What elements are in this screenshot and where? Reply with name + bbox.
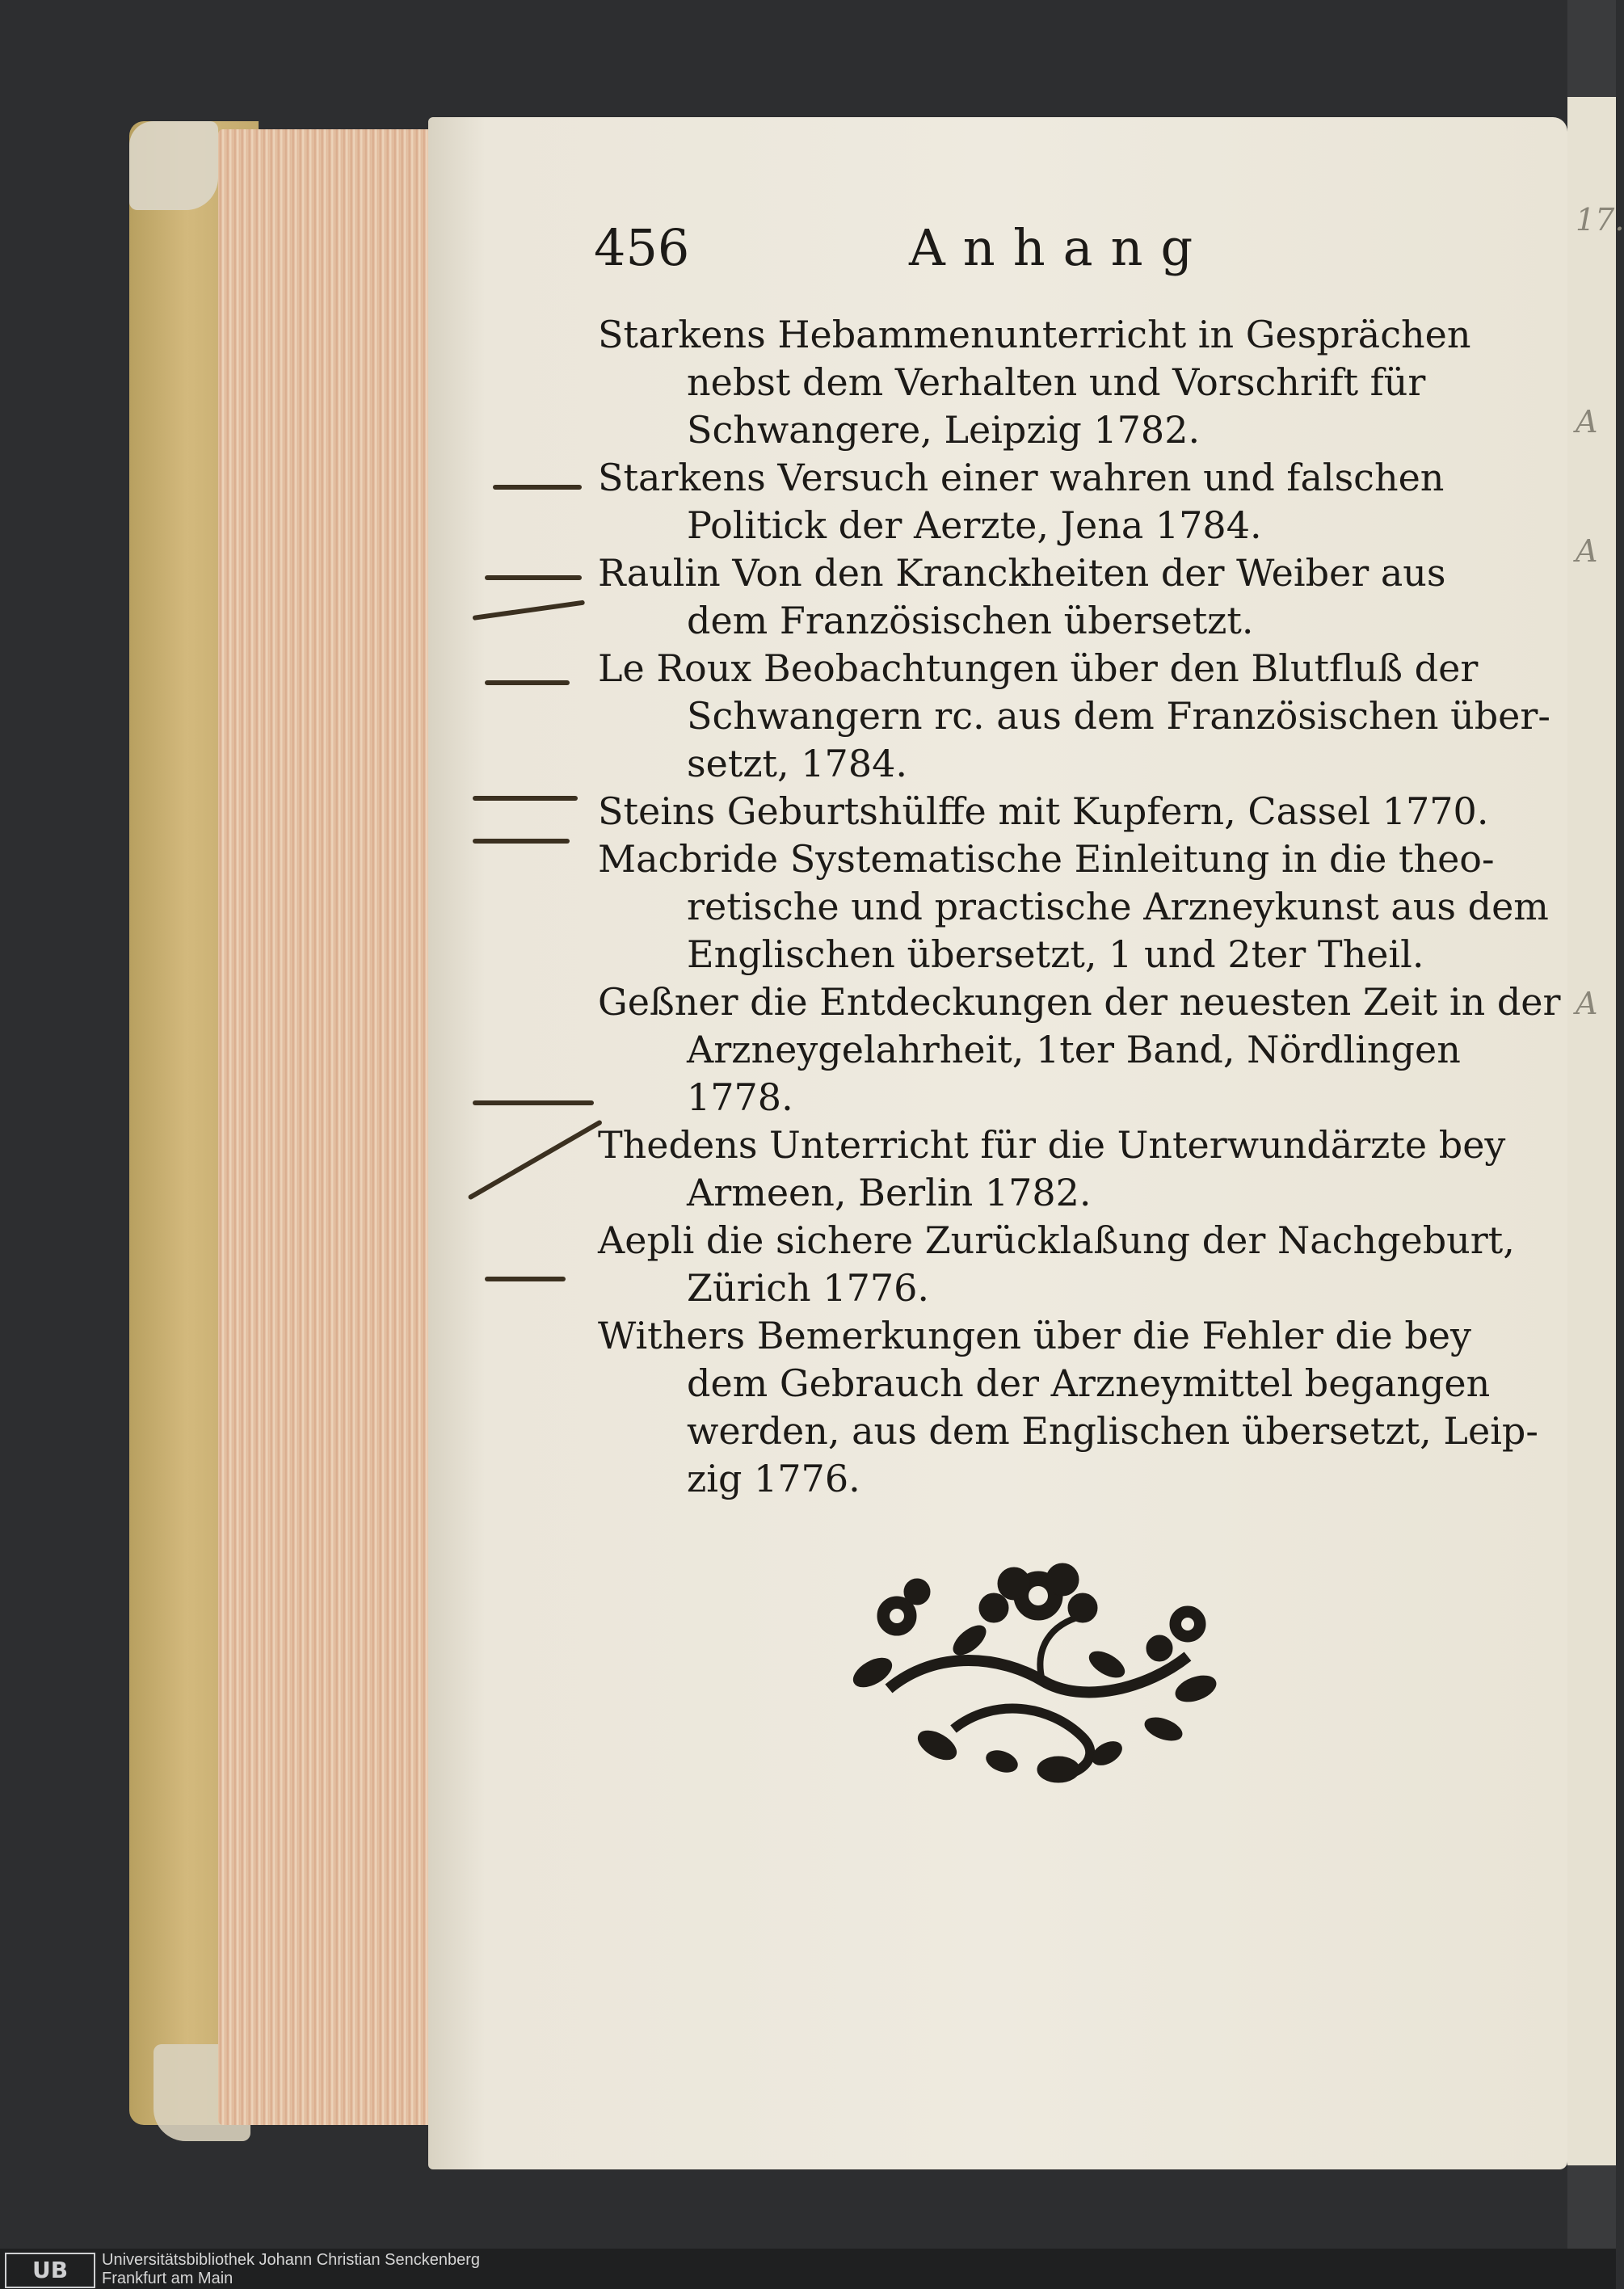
- entry-line: Thedens Unterricht für die Unterwundärzte bey: [598, 1123, 1506, 1167]
- margin-pen-mark: [485, 680, 570, 685]
- entry-line: 1778.: [687, 1075, 793, 1119]
- floral-vignette-ornament: [840, 1551, 1236, 1794]
- bibliography-entry: [598, 978, 1561, 1121]
- cover-wear-top: [129, 121, 218, 210]
- margin-pen-mark: [493, 485, 582, 490]
- entry-line: setzt, 1784.: [687, 742, 907, 785]
- entry-line: Politick der Aerzte, Jena 1784.: [687, 503, 1262, 547]
- margin-pen-mark: [485, 575, 582, 580]
- page-number: 456: [594, 218, 690, 277]
- bibliography-list: [598, 311, 1561, 1503]
- bibliography-entry: [598, 1121, 1506, 1217]
- entry-line: Starkens Hebammenunterricht in Gesprächen: [598, 313, 1471, 356]
- entry-line: Schwangern rc. aus dem Französischen über-: [687, 694, 1550, 738]
- running-head: Anhang: [909, 218, 1211, 277]
- entry-line: Englischen übersetzt, 1 und 2ter Theil.: [687, 932, 1424, 976]
- library-logo: UB: [5, 2253, 95, 2288]
- margin-pen-mark: [473, 796, 578, 801]
- entry-line: retische und practische Arzneykunst aus dem: [687, 885, 1549, 928]
- bibliography-entry: [598, 1217, 1515, 1312]
- facing-page-edge: [1567, 97, 1624, 2165]
- facing-page-fragment: A: [1576, 533, 1598, 569]
- entry-line: Armeen, Berlin 1782.: [687, 1171, 1092, 1214]
- facing-page-fragment: 17.: [1576, 202, 1624, 238]
- footer-institution: Universitätsbibliothek Johann Christian Senckenberg: [102, 2251, 481, 2269]
- entry-line: nebst dem Verhalten und Vorschrift für: [687, 360, 1426, 404]
- footer-city: Frankfurt am Main: [102, 2270, 234, 2287]
- entry-line: Raulin Von den Kranckheiten der Weiber aus: [598, 551, 1446, 595]
- entry-line: dem Gebrauch der Arzneymittel begangen: [687, 1361, 1491, 1405]
- entry-line: Steins Geburtshülffe mit Kupfern, Cassel 1770.: [598, 789, 1489, 833]
- entry-line: Macbride Systematische Einleitung in die theo-: [598, 837, 1495, 881]
- facing-page-fragment: A: [1576, 986, 1598, 1021]
- entry-line: Le Roux Beobachtungen über den Blutfluß der: [598, 646, 1479, 690]
- entry-line: Zürich 1776.: [687, 1266, 929, 1310]
- bibliography-entry: [598, 788, 1487, 835]
- entry-line: Geßner die Entdeckungen der neuesten Zeit in der: [598, 980, 1561, 1024]
- entry-line: dem Französischen übersetzt.: [687, 599, 1254, 642]
- entry-line: Withers Bemerkungen über die Fehler die bey: [598, 1314, 1471, 1357]
- bibliography-entry: [598, 311, 1487, 454]
- entry-line: werden, aus dem Englischen übersetzt, Leip-: [687, 1409, 1538, 1453]
- bibliography-entry: [598, 835, 1549, 978]
- footer-credit: [102, 2251, 480, 2288]
- margin-pen-mark: [485, 1277, 566, 1281]
- entry-line: Arzneygelahrheit, 1ter Band, Nördlingen: [687, 1028, 1461, 1071]
- entry-line: zig 1776.: [687, 1457, 860, 1500]
- margin-pen-mark: [473, 1100, 594, 1105]
- facing-page-fragment: A: [1576, 404, 1598, 440]
- bibliography-entry: [598, 645, 1550, 788]
- page-edges: [218, 129, 436, 2125]
- entry-line: Aepli die sichere Zurücklaßung der Nachgeburt,: [598, 1218, 1515, 1262]
- entry-line: Schwangere, Leipzig 1782.: [687, 408, 1201, 452]
- bibliography-entry: [598, 549, 1487, 645]
- bibliography-entry: [598, 454, 1487, 549]
- margin-pen-mark: [473, 839, 570, 844]
- bibliography-entry: [598, 1312, 1538, 1503]
- entry-line: Starkens Versuch einer wahren und falschen: [598, 456, 1445, 499]
- page-header: [594, 218, 1499, 283]
